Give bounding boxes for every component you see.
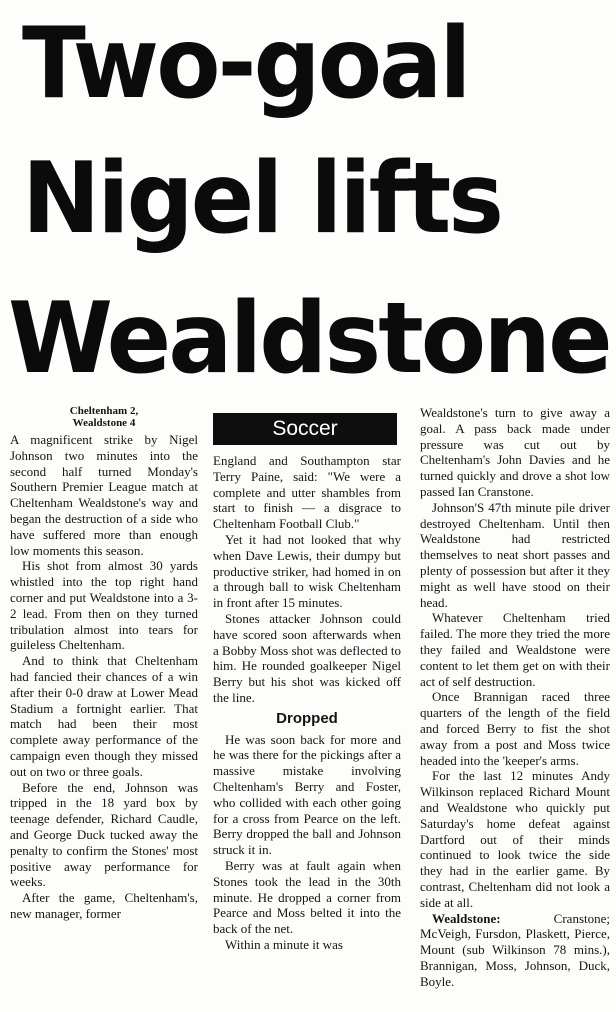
match-scoreline — [10, 405, 198, 429]
paragraph: For the last 12 minutes Andy Wilkinson replaced Richard Mount and Wealdstone who quickly put Saturday's home defeat against Dartford out of their minds continued to look twice the side they had in the earlier game. By contrast, Cheltenham did not look a side at all. — [420, 768, 610, 910]
paragraph: Within a minute it was — [225, 936, 343, 952]
article-column-1 — [10, 405, 198, 1012]
headline-line-3: Wealdstone — [8, 282, 610, 396]
team-lineup — [420, 911, 610, 990]
paragraph: Yet it had not looked that why when Dave Lewis, their dumpy but productive striker, had homed in on a through ball to wisk Cheltenham in front after 15 minutes. — [213, 531, 401, 611]
article-column-2 — [213, 405, 401, 1012]
paragraph: After the game, Cheltenham's, new manager, former — [10, 890, 198, 921]
lineup-players: Cranstone; McVeigh, Fursdon, Plaskett, Pierce, Mount (sub Wilkinson 78 mins.), Brannigan, Moss, Johnson, Duck, Boyle. — [420, 910, 610, 989]
paragraph: Before the end, Johnson was tripped in the 18 yard box by teenage defender, Richard Caudle, and George Duck tucked away the penalty to confirm the Stones' most positive away performance for weeks. — [10, 779, 198, 890]
paragraph: Whatever Cheltenham tried failed. The more they tried the more they failed and Wealdstone were content to let them get on with their act of self destruction. — [420, 610, 610, 689]
paragraph: Wealdstone's turn to give away a goal. A pass back made under pressure was cut out by Cheltenham's John Davies and he turned quickly and drove a shot low passed Ian Cranstone. — [420, 405, 610, 499]
headline-line-2: Nigel lifts — [22, 142, 502, 256]
lineup-label: Wealdstone: — [432, 910, 501, 926]
paragraph: Stones attacker Johnson could have scored soon afterwards when a Bobby Moss shot was deflected to him. He rounded goalkeeper Nigel Berry but his shot was kicked off the line. — [213, 610, 401, 705]
paragraph: He was soon back for more and he was there for the pickings after a massive mistake involving Cheltenham's Berry and Foster, who collided with each other going for a cross from Pearce on the left. Berry dropped the ball and Johnson struck it in. — [213, 731, 401, 858]
paragraph: Berry was at fault again when Stones took the lead in the 30th minute. He dropped a corner from Pearce and Moss belted it into the back of the net. — [213, 857, 401, 937]
section-banner-soccer: Soccer — [213, 413, 397, 445]
scoreline-home: Cheltenham 2, — [69, 405, 139, 417]
headline-line-1: Two-goal — [22, 7, 469, 121]
paragraph: A magnificent strike by Nigel Johnson two minutes into the second half turned Monday's Southern Premier League match at Cheltenham Wealdstone's way and began the destruction of a side who have suffered more than enough low moments this season. — [10, 432, 198, 558]
article-column-3 — [420, 405, 610, 1012]
paragraph: England and Southampton star Terry Paine, said: "We were a complete and utter shambles from start to finish — a disgrace to Cheltenham Football Club." — [213, 453, 401, 532]
paragraph: His shot from almost 30 yards whistled into the top right hand corner and put Wealdstone into a 3-2 lead. From then on they turned tribulation almost into tears for guileless Cheltenham. — [10, 558, 198, 653]
paragraph: Johnson'S 47th minute pile driver destroyed Cheltenham. Until then Wealdstone had restricted themselves to neat short passes and plenty of possession but after it they might as well have stood on their head. — [420, 499, 610, 610]
subheading-dropped: Dropped — [276, 709, 338, 727]
paragraph: And to think that Cheltenham had fancied their chances of a win after their 0-0 draw at Lower Mead Stadium a fortnight earlier. That match had been their most complete away performance of the campaign even though they missed out on two or three goals. — [10, 653, 198, 779]
paragraph: Once Brannigan raced three quarters of the length of the field and forced Berry to fist the shot away from a post and Moss twice headed into the 'keeper's arms. — [420, 689, 610, 768]
scoreline-away: Wealdstone 4 — [72, 417, 136, 429]
